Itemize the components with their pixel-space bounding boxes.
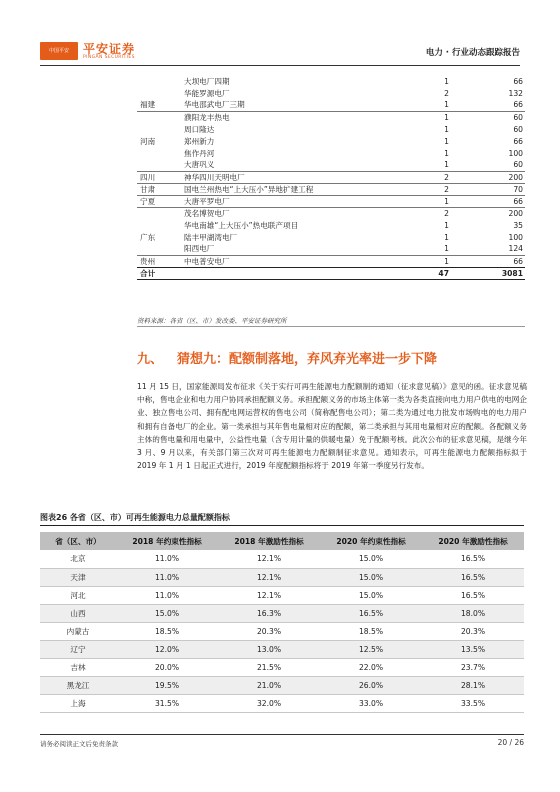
cell-province: 黑龙江 bbox=[40, 677, 116, 695]
cell-province bbox=[137, 111, 181, 123]
cell-value: 15.0% bbox=[320, 568, 422, 586]
cell-value: 13.0% bbox=[218, 640, 320, 658]
cell-province bbox=[137, 123, 181, 135]
table-row bbox=[137, 207, 525, 219]
total-blank bbox=[181, 267, 407, 279]
cell-value: 11.0% bbox=[116, 568, 218, 586]
cell-province: 广东 bbox=[140, 232, 156, 242]
cell-count: 1 bbox=[444, 220, 449, 230]
cell-province bbox=[137, 207, 181, 219]
table-row bbox=[40, 586, 524, 604]
cell-province bbox=[137, 147, 181, 159]
cell-count: 1 bbox=[407, 243, 457, 255]
column-header: 2018 年激励性指标 bbox=[218, 532, 320, 550]
cell-plant: 华电邵武电厂三期 bbox=[181, 99, 407, 111]
cell-capacity: 66 bbox=[457, 195, 525, 207]
cell-value: 20.3% bbox=[422, 622, 524, 640]
cell-count: 1 bbox=[407, 159, 457, 171]
cell-province: 吉林 bbox=[40, 659, 116, 677]
footer-disclaimer: 请务必阅读正文后免责条款 bbox=[40, 740, 118, 748]
cell-capacity: 66 bbox=[513, 136, 523, 146]
cell-value: 23.7% bbox=[422, 659, 524, 677]
cell-count: 1 bbox=[444, 256, 449, 266]
cell-value: 20.0% bbox=[116, 659, 218, 677]
column-header: 2020 年约束性指标 bbox=[320, 532, 422, 550]
cell-count: 2 bbox=[407, 171, 457, 183]
cell-plant: 濮阳龙丰热电 bbox=[184, 112, 230, 122]
cell-capacity: 60 bbox=[513, 112, 523, 122]
table-row bbox=[137, 219, 525, 231]
cell-capacity: 124 bbox=[457, 243, 525, 255]
cell-plant: 国电兰州热电“上大压小”异地扩建工程 bbox=[181, 183, 407, 195]
cell-value: 32.0% bbox=[218, 695, 320, 713]
divider bbox=[137, 326, 525, 327]
cell-province: 内蒙古 bbox=[40, 622, 116, 640]
cell-plant: 周口隆达 bbox=[184, 124, 215, 134]
section-title: 猜想九：配额制落地，弃风弃光率进一步下降 bbox=[177, 352, 438, 367]
cell-plant: 陆丰甲湖湾电厂 bbox=[184, 232, 238, 242]
table-row bbox=[40, 550, 524, 568]
cell-count: 1 bbox=[407, 99, 457, 111]
cell-capacity: 70 bbox=[457, 183, 525, 195]
quota-table bbox=[40, 532, 524, 713]
table-row bbox=[137, 123, 525, 135]
column-header: 2018 年约束性指标 bbox=[116, 532, 218, 550]
cell-value: 16.5% bbox=[422, 586, 524, 604]
cell-count: 1 bbox=[444, 148, 449, 158]
table-row bbox=[137, 183, 525, 195]
cell-count: 1 bbox=[444, 124, 449, 134]
plants-table-source: 资料来源：各省（区、市）发改委、平安证券研究所 bbox=[137, 317, 287, 325]
cell-value: 13.5% bbox=[422, 640, 524, 658]
cell-count: 1 bbox=[444, 136, 449, 146]
section-number: 九、 bbox=[137, 352, 164, 367]
cell-capacity: 66 bbox=[457, 99, 525, 111]
cell-value: 18.5% bbox=[320, 622, 422, 640]
table-row bbox=[137, 111, 525, 123]
column-header: 2020 年激励性指标 bbox=[422, 532, 524, 550]
cell-value: 12.1% bbox=[218, 586, 320, 604]
cell-value: 18.5% bbox=[116, 622, 218, 640]
cell-value: 16.5% bbox=[320, 604, 422, 622]
cell-plant: 大坝电厂四期 bbox=[184, 76, 230, 86]
table-row bbox=[137, 87, 525, 99]
cell-capacity: 132 bbox=[508, 88, 523, 98]
table-row bbox=[137, 243, 525, 255]
cell-value: 12.0% bbox=[116, 640, 218, 658]
cell-value: 19.5% bbox=[116, 677, 218, 695]
cell-capacity: 60 bbox=[513, 124, 523, 134]
total-capacity: 3081 bbox=[457, 267, 525, 279]
cell-plant: 华能罗源电厂 bbox=[184, 88, 230, 98]
cell-value: 15.0% bbox=[116, 604, 218, 622]
cell-count: 1 bbox=[444, 232, 449, 242]
cell-province: 山西 bbox=[40, 604, 116, 622]
table-row bbox=[40, 659, 524, 677]
divider bbox=[40, 734, 524, 735]
figure-title: 图表26 各省（区、市）可再生能源电力总量配额指标 bbox=[40, 513, 230, 522]
cell-value: 12.1% bbox=[218, 568, 320, 586]
cell-plant: 茂名博贺电厂 bbox=[184, 208, 230, 218]
cell-plant: 大唐平罗电厂 bbox=[181, 195, 407, 207]
table-row bbox=[137, 195, 525, 207]
table-row bbox=[40, 695, 524, 713]
table-row bbox=[40, 640, 524, 658]
column-header: 省（区、市） bbox=[40, 532, 116, 550]
cell-count: 2 bbox=[444, 208, 449, 218]
cell-province: 河北 bbox=[40, 586, 116, 604]
table-row bbox=[40, 604, 524, 622]
cell-value: 21.0% bbox=[218, 677, 320, 695]
cell-value: 11.0% bbox=[116, 550, 218, 568]
cell-value: 15.0% bbox=[320, 550, 422, 568]
pingan-logo-icon: 中国平安 bbox=[40, 42, 78, 60]
divider bbox=[40, 525, 524, 526]
cell-count: 1 bbox=[444, 76, 449, 86]
plants-table bbox=[137, 75, 525, 280]
cell-province: 河南 bbox=[140, 136, 156, 146]
cell-count: 2 bbox=[407, 183, 457, 195]
cell-capacity: 60 bbox=[457, 159, 525, 171]
cell-province: 上海 bbox=[40, 695, 116, 713]
cell-capacity: 200 bbox=[457, 171, 525, 183]
body-paragraph: 11 月 15 日，国家能源局发布征求《关于实行可再生能源电力配额制的通知（征求意见稿）》意见的函。征求意见稿中称，售电企业和电力用户协同承担配额义务。承担配额义务的市场主体第一类为各类直接向电力用户供电的电网企业、独立售电公司、拥有配电网运营权的售电公司（简称配售电公司）；第二类为通过电力批发市场购电的电力用户和拥有自备电厂的企业。第一类承担与其年售电量相对应的配额，第二类承担与其用电量相对应的配额。各配额义务主体的售电量和用电量中，公益性电量（含专用计量的供暖电量）免于配额考核。此次公布的征求意见稿，是继今年 3 月、9 月以来，有关部门第三次对可再生能源电力配额制征求意见。通知表示，可再生能源电力配额指标拟于 2019 年 1 月 1 日起正式进行，2019 年度配额指标将于 2019 年第一季度另行发布。 bbox=[137, 382, 527, 471]
cell-plant: 郑州新力 bbox=[184, 136, 215, 146]
cell-capacity: 200 bbox=[508, 208, 523, 218]
table-row bbox=[137, 147, 525, 159]
cell-value: 16.5% bbox=[422, 568, 524, 586]
total-count: 47 bbox=[407, 267, 457, 279]
table-row bbox=[137, 159, 525, 171]
table-row bbox=[137, 135, 525, 147]
cell-capacity: 66 bbox=[513, 76, 523, 86]
table-row bbox=[40, 677, 524, 695]
cell-plant: 阳西电厂 bbox=[181, 243, 407, 255]
table-row bbox=[137, 99, 525, 111]
table-row bbox=[137, 255, 525, 267]
page-number: 20 / 26 bbox=[497, 738, 524, 747]
cell-capacity: 35 bbox=[513, 220, 523, 230]
cell-province: 贵州 bbox=[140, 256, 156, 266]
section-heading bbox=[137, 348, 437, 367]
cell-province: 北京 bbox=[40, 550, 116, 568]
total-row bbox=[137, 267, 525, 279]
cell-province bbox=[137, 75, 181, 87]
table-row bbox=[137, 75, 525, 87]
cell-count: 2 bbox=[444, 88, 449, 98]
cell-province bbox=[137, 159, 181, 171]
cell-plant: 中电普安电厂 bbox=[184, 256, 230, 266]
cell-province: 天津 bbox=[40, 568, 116, 586]
cell-province bbox=[137, 219, 181, 231]
cell-capacity: 100 bbox=[508, 148, 523, 158]
cell-value: 26.0% bbox=[320, 677, 422, 695]
cell-value: 12.1% bbox=[218, 550, 320, 568]
cell-province: 宁夏 bbox=[137, 195, 181, 207]
page-header bbox=[40, 40, 520, 66]
cell-province bbox=[137, 243, 181, 255]
cell-value: 18.0% bbox=[422, 604, 524, 622]
cell-value: 15.0% bbox=[320, 586, 422, 604]
cell-province: 福建 bbox=[137, 99, 181, 111]
cell-value: 12.5% bbox=[320, 640, 422, 658]
cell-value: 28.1% bbox=[422, 677, 524, 695]
cell-capacity: 66 bbox=[513, 256, 523, 266]
cell-capacity: 100 bbox=[508, 232, 523, 242]
cell-value: 20.3% bbox=[218, 622, 320, 640]
cell-plant: 华电南雄“上大压小”热电联产项目 bbox=[184, 220, 299, 230]
cell-value: 33.5% bbox=[422, 695, 524, 713]
cell-province: 四川 bbox=[137, 171, 181, 183]
cell-plant: 神华四川天明电厂 bbox=[181, 171, 407, 183]
cell-plant: 焦作丹河 bbox=[184, 148, 215, 158]
brand-english: PINGAN SECURITIES bbox=[83, 55, 135, 60]
cell-count: 1 bbox=[407, 195, 457, 207]
report-type: 电力 · 行业动态跟踪报告 bbox=[425, 48, 520, 58]
cell-province: 甘肃 bbox=[137, 183, 181, 195]
cell-value: 33.0% bbox=[320, 695, 422, 713]
table-row bbox=[40, 568, 524, 586]
table-row bbox=[137, 231, 525, 243]
total-label: 合计 bbox=[137, 267, 181, 279]
cell-value: 11.0% bbox=[116, 586, 218, 604]
cell-plant: 大唐巩义 bbox=[181, 159, 407, 171]
brand-name: 平安证券 bbox=[83, 42, 136, 56]
cell-province: 辽宁 bbox=[40, 640, 116, 658]
table-row bbox=[40, 622, 524, 640]
cell-value: 16.5% bbox=[422, 550, 524, 568]
cell-value: 21.5% bbox=[218, 659, 320, 677]
cell-value: 16.3% bbox=[218, 604, 320, 622]
cell-value: 31.5% bbox=[116, 695, 218, 713]
cell-province bbox=[137, 87, 181, 99]
cell-count: 1 bbox=[444, 112, 449, 122]
cell-value: 22.0% bbox=[320, 659, 422, 677]
table-row bbox=[137, 171, 525, 183]
